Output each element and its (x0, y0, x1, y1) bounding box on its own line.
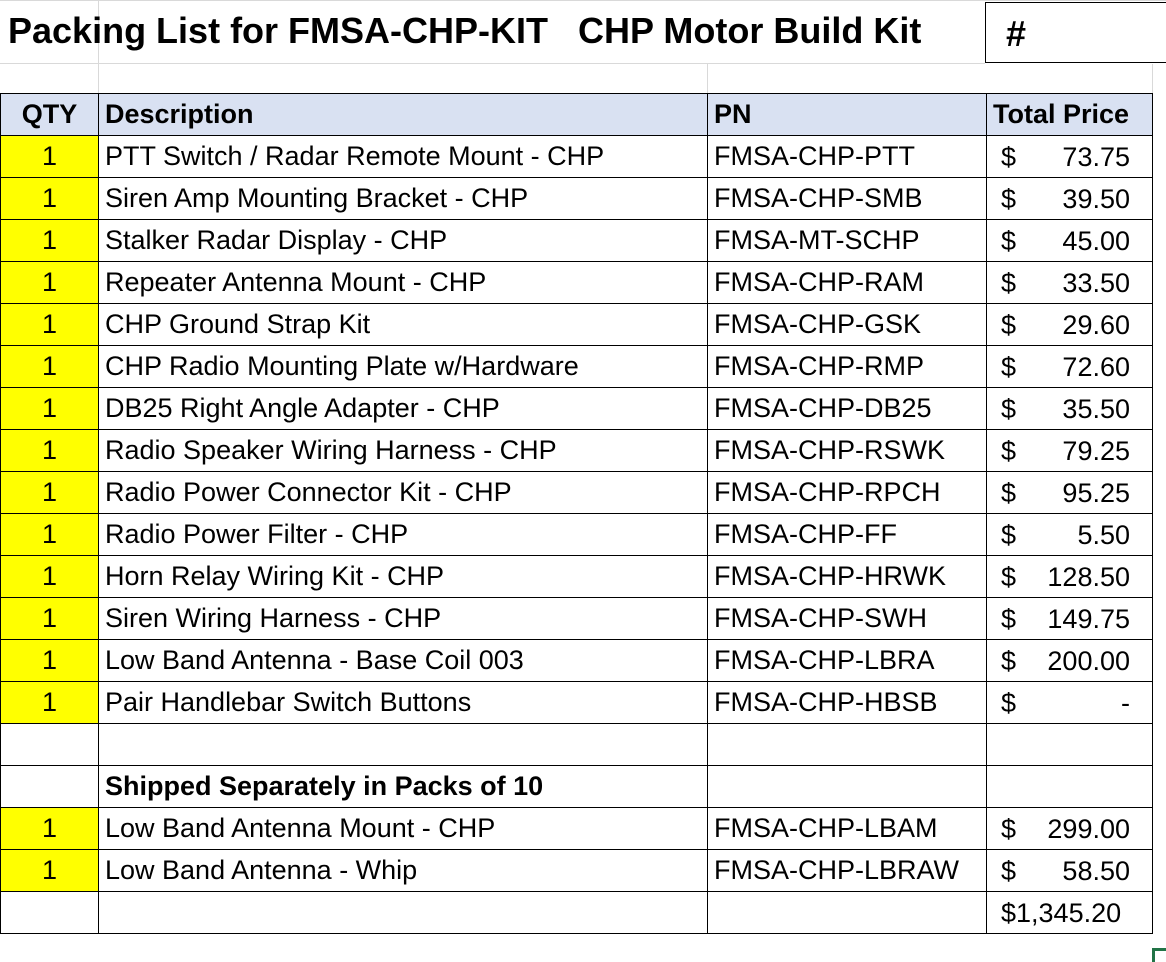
section-heading-row (1, 766, 1153, 808)
page-title[interactable]: Packing List for FMSA-CHP-KIT CHP Motor Build Kit (8, 10, 922, 51)
pn-cell[interactable]: FMSA-CHP-LBRAW (708, 850, 987, 892)
empty-cell[interactable] (987, 724, 1153, 766)
price-amount: 128.50 (1047, 562, 1130, 592)
empty-row (1, 724, 1153, 766)
price-amount: 33.50 (1062, 268, 1130, 298)
price-amount: 73.75 (1062, 142, 1130, 172)
table-row (1, 598, 1153, 640)
price-cell[interactable] (987, 262, 1153, 304)
currency-symbol: $ (1001, 856, 1017, 886)
description-cell[interactable]: Siren Wiring Harness - CHP (99, 598, 708, 640)
price-amount: 39.50 (1062, 184, 1130, 214)
table-row (1, 514, 1153, 556)
qty-cell[interactable]: 1 (1, 472, 99, 514)
qty-cell[interactable]: 1 (1, 682, 99, 724)
description-cell[interactable]: Pair Handlebar Switch Buttons (99, 682, 708, 724)
grand-total: $1,345.20 (1001, 898, 1122, 928)
currency-symbol: $ (1001, 436, 1017, 466)
table-row (1, 220, 1153, 262)
price-cell[interactable] (987, 304, 1153, 346)
pn-cell[interactable]: FMSA-MT-SCHP (708, 220, 987, 262)
currency-symbol: $ (1001, 478, 1017, 508)
price-amount: 35.50 (1062, 394, 1130, 424)
empty-cell[interactable] (1, 724, 99, 766)
table-row (1, 556, 1153, 598)
currency-symbol: $ (1001, 226, 1017, 256)
price-cell[interactable] (987, 178, 1153, 220)
currency-symbol: $ (1001, 352, 1017, 382)
qty-cell[interactable]: 1 (1, 220, 99, 262)
price-cell[interactable] (987, 220, 1153, 262)
table-row (1, 430, 1153, 472)
table-row (1, 850, 1153, 892)
price-cell[interactable] (987, 472, 1153, 514)
pn-cell[interactable]: FMSA-CHP-FF (708, 514, 987, 556)
section-heading[interactable]: Shipped Separately in Packs of 10 (99, 766, 708, 808)
header-qty[interactable]: QTY (1, 94, 99, 136)
table-row (1, 346, 1153, 388)
price-amount: 200.00 (1047, 646, 1130, 676)
currency-symbol: $ (1001, 814, 1017, 844)
pn-cell[interactable]: FMSA-CHP-PTT (708, 136, 987, 178)
table-row (1, 178, 1153, 220)
total-row (1, 892, 1153, 934)
table-row (1, 472, 1153, 514)
qty-cell[interactable]: 1 (1, 430, 99, 472)
header-row (1, 94, 1153, 136)
price-cell[interactable] (987, 682, 1153, 724)
packing-list-table (0, 93, 1153, 934)
empty-cell[interactable] (987, 766, 1153, 808)
table-row (1, 682, 1153, 724)
grand-total-cell[interactable] (987, 892, 1153, 934)
description-cell[interactable]: CHP Ground Strap Kit (99, 304, 708, 346)
currency-symbol: $ (1001, 604, 1017, 634)
description-cell[interactable]: Stalker Radar Display - CHP (99, 220, 708, 262)
qty-cell[interactable]: 1 (1, 262, 99, 304)
description-cell[interactable]: Low Band Antenna Mount - CHP (99, 808, 708, 850)
price-cell[interactable] (987, 514, 1153, 556)
pn-cell[interactable]: FMSA-CHP-LBAM (708, 808, 987, 850)
price-amount: 79.25 (1062, 436, 1130, 466)
price-cell[interactable] (987, 808, 1153, 850)
table-row (1, 808, 1153, 850)
description-cell[interactable]: Radio Speaker Wiring Harness - CHP (99, 430, 708, 472)
description-cell[interactable]: CHP Radio Mounting Plate w/Hardware (99, 346, 708, 388)
empty-cell[interactable] (708, 892, 987, 934)
empty-cell[interactable] (99, 724, 708, 766)
header-description[interactable]: Description (99, 94, 708, 136)
qty-cell[interactable]: 1 (1, 808, 99, 850)
qty-cell[interactable]: 1 (1, 556, 99, 598)
price-cell[interactable] (987, 598, 1153, 640)
price-cell[interactable] (987, 136, 1153, 178)
price-amount: 29.60 (1062, 310, 1130, 340)
table-row (1, 262, 1153, 304)
qty-cell[interactable]: 1 (1, 640, 99, 682)
qty-cell[interactable]: 1 (1, 850, 99, 892)
price-cell[interactable] (987, 640, 1153, 682)
currency-symbol: $ (1001, 310, 1017, 340)
pn-cell[interactable]: FMSA-CHP-RPCH (708, 472, 987, 514)
empty-cell[interactable] (708, 766, 987, 808)
table-row (1, 388, 1153, 430)
kit-number-cell[interactable] (985, 2, 1166, 63)
kit-number-label: # (1006, 13, 1027, 54)
pn-cell[interactable]: FMSA-CHP-GSK (708, 304, 987, 346)
table-row (1, 640, 1153, 682)
qty-cell[interactable]: 1 (1, 388, 99, 430)
price-amount: - (1121, 688, 1130, 718)
empty-cell[interactable] (708, 724, 987, 766)
price-cell[interactable] (987, 556, 1153, 598)
qty-cell[interactable]: 1 (1, 304, 99, 346)
pn-cell[interactable]: FMSA-CHP-LBRA (708, 640, 987, 682)
qty-cell[interactable]: 1 (1, 178, 99, 220)
price-cell[interactable] (987, 346, 1153, 388)
empty-cell[interactable] (99, 892, 708, 934)
pn-cell[interactable]: FMSA-CHP-DB25 (708, 388, 987, 430)
pn-cell[interactable]: FMSA-CHP-HBSB (708, 682, 987, 724)
description-cell[interactable]: Repeater Antenna Mount - CHP (99, 262, 708, 304)
table-row (1, 304, 1153, 346)
header-pn[interactable]: PN (708, 94, 987, 136)
price-amount: 72.60 (1062, 352, 1130, 382)
table-row (1, 136, 1153, 178)
price-cell[interactable] (987, 388, 1153, 430)
pn-cell[interactable]: FMSA-CHP-RAM (708, 262, 987, 304)
currency-symbol: $ (1001, 562, 1017, 592)
description-cell[interactable]: DB25 Right Angle Adapter - CHP (99, 388, 708, 430)
currency-symbol: $ (1001, 394, 1017, 424)
currency-symbol: $ (1001, 184, 1017, 214)
selection-handle[interactable] (1152, 948, 1166, 962)
price-amount: 45.00 (1062, 226, 1130, 256)
description-cell[interactable]: Low Band Antenna - Base Coil 003 (99, 640, 708, 682)
pn-cell[interactable]: FMSA-CHP-RMP (708, 346, 987, 388)
price-amount: 149.75 (1047, 604, 1130, 634)
pn-cell[interactable]: FMSA-CHP-HRWK (708, 556, 987, 598)
header-total-price[interactable]: Total Price (987, 94, 1153, 136)
currency-symbol: $ (1001, 688, 1017, 718)
currency-symbol: $ (1001, 646, 1017, 676)
price-cell[interactable] (987, 850, 1153, 892)
qty-cell[interactable]: 1 (1, 346, 99, 388)
price-amount: 95.25 (1062, 478, 1130, 508)
currency-symbol: $ (1001, 520, 1017, 550)
description-cell[interactable]: PTT Switch / Radar Remote Mount - CHP (99, 136, 708, 178)
currency-symbol: $ (1001, 142, 1017, 172)
description-cell[interactable]: Siren Amp Mounting Bracket - CHP (99, 178, 708, 220)
empty-cell[interactable] (1, 766, 99, 808)
description-cell[interactable]: Low Band Antenna - Whip (99, 850, 708, 892)
description-cell[interactable]: Radio Power Connector Kit - CHP (99, 472, 708, 514)
description-cell[interactable]: Horn Relay Wiring Kit - CHP (99, 556, 708, 598)
description-cell[interactable]: Radio Power Filter - CHP (99, 514, 708, 556)
pn-cell[interactable]: FMSA-CHP-SWH (708, 598, 987, 640)
pn-cell[interactable]: FMSA-CHP-RSWK (708, 430, 987, 472)
pn-cell[interactable]: FMSA-CHP-SMB (708, 178, 987, 220)
qty-cell[interactable]: 1 (1, 598, 99, 640)
title-row (0, 0, 1166, 64)
price-amount: 58.50 (1062, 856, 1130, 886)
price-amount: 5.50 (1077, 520, 1130, 550)
price-cell[interactable] (987, 430, 1153, 472)
currency-symbol: $ (1001, 268, 1017, 298)
empty-cell[interactable] (1, 892, 99, 934)
price-amount: 299.00 (1047, 814, 1130, 844)
qty-cell[interactable]: 1 (1, 514, 99, 556)
qty-cell[interactable]: 1 (1, 136, 99, 178)
